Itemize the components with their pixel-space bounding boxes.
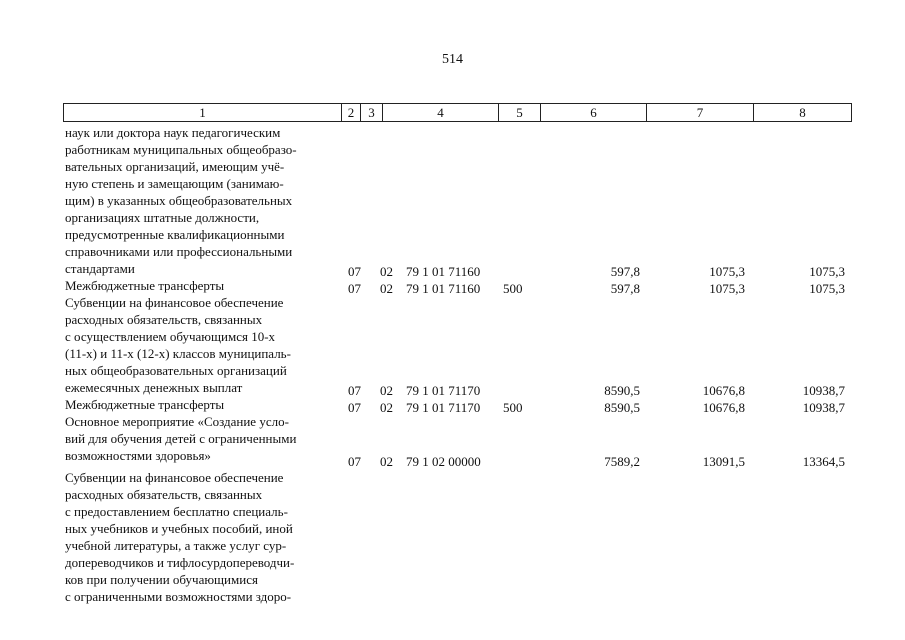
header-col-5: 5: [499, 104, 541, 122]
amount-col-7: 10676,8: [702, 400, 745, 415]
text-line: Основное мероприятие «Создание усло-: [65, 414, 289, 429]
amount-col-8: 10938,7: [802, 383, 845, 398]
header-col-7: 7: [647, 104, 754, 122]
header-col-2: 2: [342, 104, 361, 122]
target-article-code: 79 1 01 71160: [406, 281, 481, 296]
text-line: Субвенции на финансовое обеспечение: [65, 295, 284, 310]
section-code: 07: [348, 264, 361, 279]
text-line: учебной литературы, а также услуг сур-: [65, 538, 287, 553]
text-line: работникам муниципальных общеобразо-: [65, 142, 297, 157]
target-article-code: 79 1 01 71170: [406, 400, 481, 415]
header-col-8: 8: [754, 104, 852, 122]
header-col-6: 6: [541, 104, 647, 122]
amount-col-8: 10938,7: [802, 400, 845, 415]
subsection-code: 02: [380, 264, 393, 279]
section-code: 07: [348, 454, 361, 469]
target-article-code: 79 1 02 00000: [406, 454, 481, 469]
text-line: наук или доктора наук педагогическим: [65, 125, 281, 140]
section-code: 07: [348, 400, 361, 415]
text-line: расходных обязательств, связанных: [65, 487, 263, 502]
description-block: [65, 469, 337, 605]
text-line: с осуществлением обучающимся 10-х: [65, 329, 276, 344]
amount-col-8: 1075,3: [809, 264, 845, 279]
amount-col-6: 8590,5: [604, 383, 640, 398]
description-block: [65, 396, 337, 413]
amount-col-6: 597,8: [610, 281, 640, 296]
text-line: ных общеобразовательных организаций: [65, 363, 287, 378]
text-line: вий для обучения детей с ограниченными: [65, 431, 297, 446]
header-col-3: 3: [361, 104, 383, 122]
description-block: [65, 277, 337, 294]
amount-col-7: 1075,3: [709, 281, 745, 296]
section-code: 07: [348, 383, 361, 398]
subsection-code: 02: [380, 400, 393, 415]
text-line: вательных организаций, имеющим учё-: [65, 159, 285, 174]
text-line: ежемесячных денежных выплат: [65, 380, 243, 395]
section-code: 07: [348, 281, 361, 296]
text-line: ных учебников и учебных пособий, иной: [65, 521, 293, 536]
text-line: допереводчиков и тифлосурдопереводчи-: [65, 555, 295, 570]
amount-col-7: 10676,8: [702, 383, 745, 398]
text-line: Межбюджетные трансферты: [65, 278, 225, 293]
header-col-4: 4: [383, 104, 499, 122]
expense-type-code: 500: [503, 400, 523, 415]
page-number: 514: [442, 52, 463, 67]
text-line: возможностями здоровья»: [65, 448, 211, 463]
description-block: [65, 294, 337, 396]
description-block: [65, 413, 337, 464]
text-line: справочниками или профессиональными: [65, 244, 293, 259]
subsection-code: 02: [380, 281, 393, 296]
amount-col-7: 1075,3: [709, 264, 745, 279]
amount-col-6: 8590,5: [604, 400, 640, 415]
amount-col-7: 13091,5: [702, 454, 745, 469]
text-line: с предоставлением бесплатно специаль-: [65, 504, 288, 519]
expense-type-code: 500: [503, 281, 523, 296]
column-header-row: [63, 103, 852, 122]
text-line: щим) в указанных общеобразовательных: [65, 193, 293, 208]
amount-col-8: 13364,5: [802, 454, 845, 469]
text-line: стандартами: [65, 261, 135, 276]
text-line: организациях штатные должности,: [65, 210, 260, 225]
amount-col-6: 597,8: [610, 264, 640, 279]
text-line: Межбюджетные трансферты: [65, 397, 225, 412]
target-article-code: 79 1 01 71170: [406, 383, 481, 398]
text-line: ков при получении обучающимися: [65, 572, 258, 587]
description-block: [65, 124, 337, 277]
text-line: ную степень и замещающим (занимаю-: [65, 176, 284, 191]
subsection-code: 02: [380, 454, 393, 469]
text-line: с ограниченными возможностями здоро-: [65, 589, 292, 604]
header-col-1: 1: [64, 104, 342, 122]
amount-col-8: 1075,3: [809, 281, 845, 296]
amount-col-6: 7589,2: [604, 454, 640, 469]
text-line: расходных обязательств, связанных: [65, 312, 263, 327]
text-line: Субвенции на финансовое обеспечение: [65, 470, 284, 485]
text-line: предусмотренные квалификационными: [65, 227, 285, 242]
subsection-code: 02: [380, 383, 393, 398]
target-article-code: 79 1 01 71160: [406, 264, 481, 279]
text-line: (11-х) и 11-х (12-х) классов муниципаль-: [65, 346, 291, 361]
